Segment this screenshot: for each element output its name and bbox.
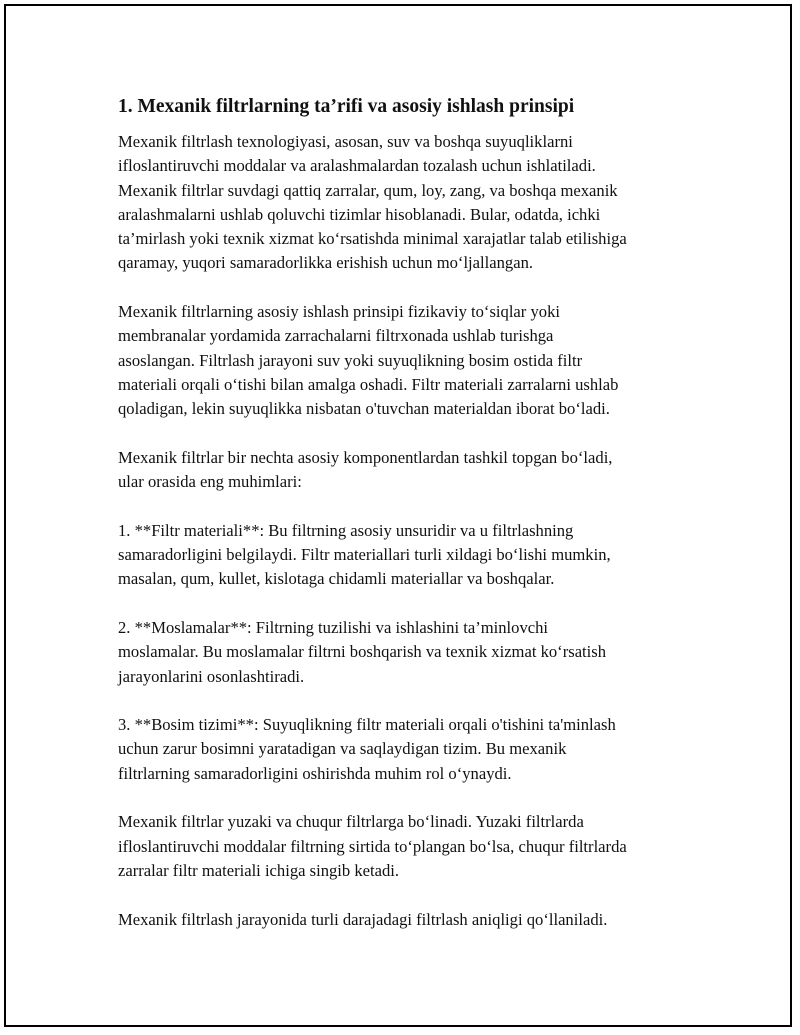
- section-heading: 1. Mexanik filtrlarning ta’rifi va asosiy ishlash prinsipi: [118, 96, 575, 117]
- text-line: aralashmalarni ushlab qoluvchi tizimlar hisoblanadi. Bular, odatda, ichki: [118, 204, 601, 224]
- paragraph-filter-types: [118, 810, 688, 883]
- text-line: ta’mirlash yoki texnik xizmat koʻrsatishda minimal xarajatlar talab etilishiga: [118, 229, 627, 249]
- text-line: 2. **Moslamalar**: Filtrning tuzilishi va ishlashini ta’minlovchi: [118, 617, 549, 637]
- text-line: jarayonlarini osonlashtiradi.: [118, 666, 305, 686]
- text-line: membranalar yordamida zarrachalarni filtrxonada ushlab turishga: [118, 326, 554, 346]
- text-line: Mexanik filtrlash texnologiyasi, asosan, suv va boshqa suyuqliklarni: [118, 132, 573, 151]
- text-line: 1. **Filtr materiali**: Bu filtrning asosiy unsuridir va u filtrlashning: [118, 520, 574, 540]
- paragraph-intro: [118, 130, 688, 276]
- text-line: Mexanik filtrlar suvdagi qattiq zarralar, qum, loy, zang, va boshqa mexanik: [118, 180, 618, 200]
- text-line: materiali orqali oʻtishi bilan amalga oshadi. Filtr materiali zarralarni ushlab: [118, 374, 619, 394]
- paragraph-components-intro: [118, 446, 688, 495]
- text-line: ular orasida eng muhimlari:: [118, 472, 302, 492]
- text-line: ifloslantiruvchi moddalar filtrning sirtida toʻplangan boʻlsa, chuqur filtrlarda: [118, 836, 627, 856]
- text-line: 3. **Bosim tizimi**: Suyuqlikning filtr materiali orqali o'tishini ta'minlash: [118, 715, 616, 735]
- text-line: Mexanik filtrlarning asosiy ishlash prinsipi fizikaviy toʻsiqlar yoki: [118, 302, 560, 322]
- document-body: [118, 94, 688, 956]
- text-line: zarralar filtr materiali ichiga singib ketadi.: [118, 860, 400, 880]
- text-line: samaradorligini belgilaydi. Filtr materiallari turli xildagi boʻlishi mumkin,: [118, 545, 611, 565]
- list-item-filter-material: [118, 519, 688, 592]
- text-line: Mexanik filtrlar bir nechta asosiy komponentlardan tashkil topgan boʻladi,: [118, 447, 613, 467]
- text-line: Mexanik filtrlash jarayonida turli darajadagi filtrlash aniqligi qoʻllaniladi.: [118, 909, 608, 929]
- text-line: filtrlarning samaradorligini oshirishda muhim rol oʻynaydi.: [118, 763, 512, 783]
- text-line: Mexanik filtrlar yuzaki va chuqur filtrlarga boʻlinadi. Yuzaki filtrlarda: [118, 812, 584, 832]
- list-item-fixtures: [118, 616, 688, 689]
- text-line: qoladigan, lekin suyuqlikka nisbatan o'tuvchan materialdan iborat boʻladi.: [118, 399, 610, 419]
- paragraph-principle: [118, 300, 688, 421]
- text-line: masalan, qum, kullet, kislotaga chidamli materiallar va boshqalar.: [118, 569, 555, 589]
- text-line: asoslangan. Filtrlash jarayoni suv yoki suyuqlikning bosim ostida filtr: [118, 350, 583, 370]
- text-line: qaramay, yuqori samaradorlikka erishish uchun moʻljallangan.: [118, 253, 534, 273]
- text-line: uchun zarur bosimni yaratadigan va saqlaydigan tizim. Bu mexanik: [118, 739, 567, 759]
- text-line: moslamalar. Bu moslamalar filtrni boshqarish va texnik xizmat koʻrsatish: [118, 642, 607, 662]
- text-line: ifloslantiruvchi moddalar va aralashmalardan tozalash uchun ishlatiladi.: [118, 156, 596, 176]
- list-item-pressure-system: [118, 713, 688, 786]
- paragraph-filtration-accuracy: [118, 908, 688, 932]
